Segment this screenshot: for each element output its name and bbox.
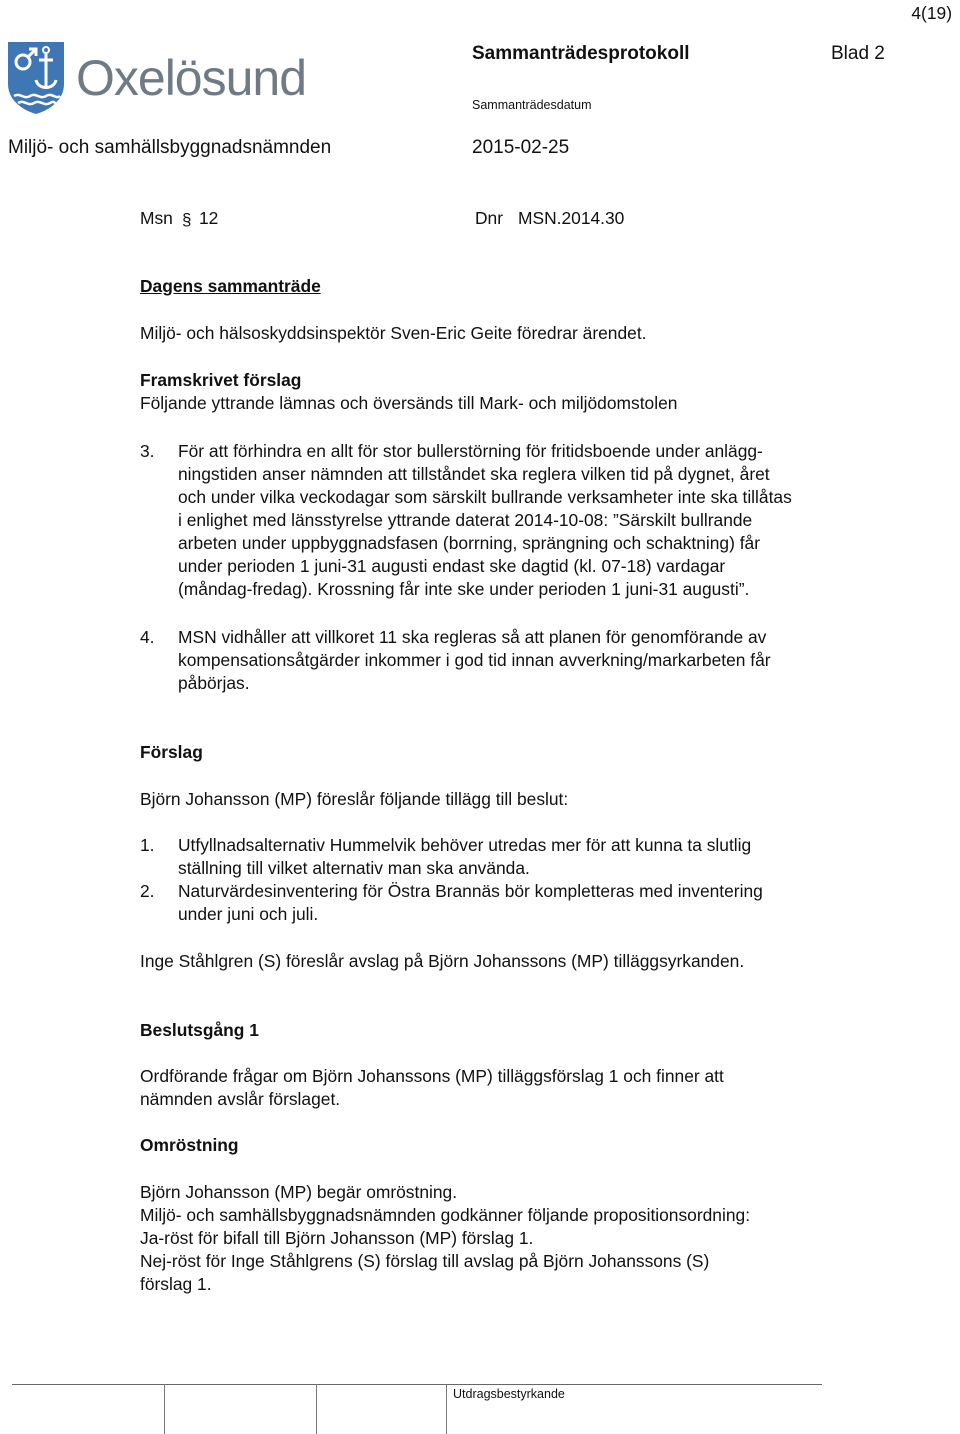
decision-text [140,1065,724,1111]
signature-box-divider [446,1384,447,1434]
meeting-text: Miljö- och hälsoskyddsinspektör Sven-Eric Geite föredrar ärendet. [140,323,647,343]
msn-label: Msn [140,208,173,228]
meeting-date: 2015-02-25 [472,137,570,158]
item-4-number: 4. [140,627,155,647]
committee-name: Miljö- och samhällsbyggnadsnämnden [8,137,332,158]
proposal-intro: Följande yttrande lämnas och översänds till Mark- och miljödomstolen [140,393,678,413]
forslag-item-line: Utfyllnadsalternativ Hummelvik behöver utredas mer för att kunna ta slutlig [178,835,752,855]
decision-line: Ordförande frågar om Björn Johanssons (MP) tilläggsförslag 1 och finner att [140,1066,724,1086]
forslag-item [178,880,763,926]
vote-heading: Omröstning [140,1135,239,1155]
item-3-line: i enlighet med länsstyrelse yttrande daterat 2014-10-08: ”Särskilt bullrande [178,510,753,530]
decision-line: nämnden avslår förslaget. [140,1089,341,1109]
proposal-heading: Framskrivet förslag [140,370,302,390]
item-3-line: (måndag-fredag). Krossning får inte ske under perioden 1 juni-31 augusti”. [178,579,750,599]
item-3-line: ningstiden anser nämnden att tillståndet ska reglera vilken tid på dygnet, året [178,464,770,484]
item-4-line: MSN vidhåller att villkoret 11 ska regleras så att planen för genomförande av [178,627,767,647]
sheet-number: Blad 2 [831,43,885,64]
item-4-text [178,626,771,695]
dnr-label: Dnr [475,208,504,228]
section-sign-icon: § [182,210,192,229]
meeting-heading: Dagens sammanträde [140,276,321,296]
dnr-number: MSN.2014.30 [518,208,625,228]
forslag-item-number: 1. [140,835,155,855]
forslag-item-line: ställning till vilket alternativ man ska använda. [178,858,530,878]
forslag-item-number: 2. [140,881,155,901]
document-title: Sammanträdesprotokoll [472,43,690,64]
footer-divider [12,1384,822,1385]
decision-heading: Beslutsgång 1 [140,1020,259,1040]
forslag-item-line: Naturvärdesinventering för Östra Brannäs bör kompletteras med inventering [178,881,763,901]
vote-line: Björn Johansson (MP) begär omröstning. [140,1182,458,1202]
item-3-line: och under vilka veckodagar som särskilt bullrande verksamheter inte ska tillåtas [178,487,792,507]
forslag-intro: Björn Johansson (MP) föreslår följande tillägg till beslut: [140,789,569,809]
msn-number: 12 [199,208,219,228]
item-3-text [178,440,792,601]
certify-label: Utdragsbestyrkande [453,1387,565,1401]
page-number: 4(19) [911,3,952,23]
vote-line: Nej-röst för Inge Ståhlgrens (S) förslag till avslag på Björn Johanssons (S) [140,1251,710,1271]
vote-line: Miljö- och samhällsbyggnadsnämnden godkänner följande propositionsordning: [140,1205,751,1225]
vote-text [140,1181,750,1296]
forslag-item-line: under juni och juli. [178,904,319,924]
item-4-line: påbörjas. [178,673,250,693]
vote-line: Ja-röst för bifall till Björn Johansson (MP) förslag 1. [140,1228,534,1248]
item-3-line: arbeten under uppbyggnadsfasen (borrning, sprängning och schaktning) får [178,533,761,553]
coat-of-arms-logo [6,40,66,116]
signature-box-divider [164,1384,165,1434]
item-3-line: under perioden 1 juni-31 augusti endast ske dagtid (kl. 07-18) vardagar [178,556,726,576]
forslag-heading: Förslag [140,742,203,762]
counter-proposal-text: Inge Ståhlgren (S) föreslår avslag på Björn Johanssons (MP) tilläggsyrkanden. [140,951,745,971]
vote-line: förslag 1. [140,1274,212,1294]
forslag-item [178,834,751,880]
date-label: Sammanträdesdatum [472,98,592,112]
item-4-line: kompensationsåtgärder inkommer i god tid innan avverkning/markarbeten får [178,650,771,670]
signature-box-divider [316,1384,317,1434]
logo-wordmark: Oxelösund [76,50,307,106]
item-3-line: För att förhindra en allt för stor bullerstörning för fritidsboende under anlägg- [178,441,763,461]
item-3-number: 3. [140,441,155,461]
